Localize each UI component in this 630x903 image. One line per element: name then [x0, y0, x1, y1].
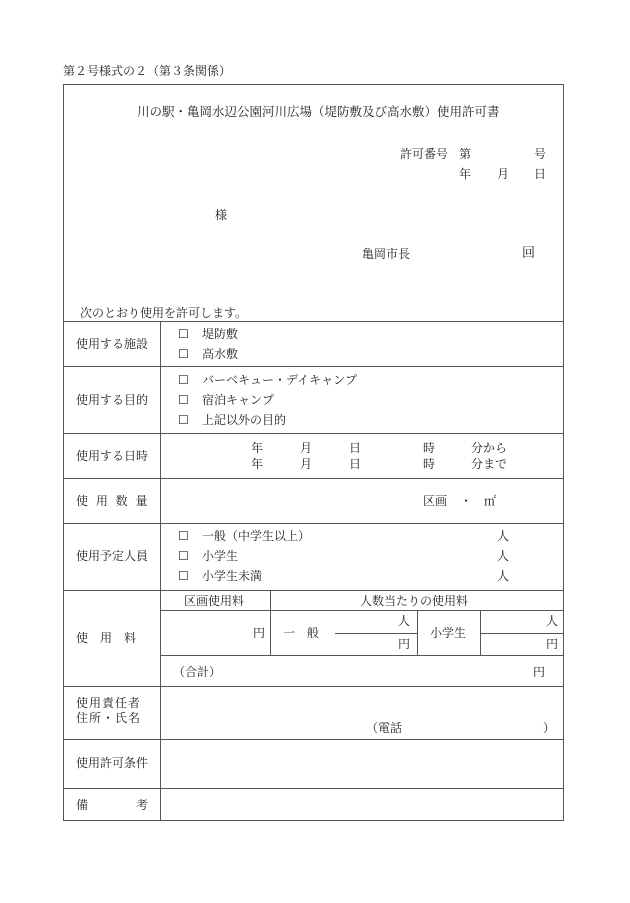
quantity-unit-area: ㎡	[484, 494, 497, 508]
start-day: 日	[349, 441, 362, 455]
rule	[270, 590, 271, 655]
rule	[63, 590, 564, 591]
general-yen-unit: 円	[398, 637, 411, 651]
rule	[335, 633, 417, 634]
checkbox[interactable]: ☐	[178, 529, 189, 543]
recipient-suffix: 様	[215, 208, 228, 222]
people-option: 小学生未満	[202, 569, 263, 583]
seal-mark: 回	[522, 246, 536, 261]
phone-open: （電話	[366, 721, 403, 735]
checkbox[interactable]: ☐	[178, 549, 189, 563]
checkbox[interactable]: ☐	[178, 393, 189, 407]
rule	[63, 686, 564, 687]
checkbox[interactable]: ☐	[178, 327, 189, 341]
responsible-label: 使用責任者	[76, 696, 142, 710]
quantity-unit-section: 区画	[423, 494, 448, 508]
facility-option: 高水敷	[202, 347, 239, 361]
total-label: （合計）	[173, 665, 222, 679]
people-unit: 人	[497, 529, 510, 543]
end-month: 月	[300, 457, 313, 471]
permit-number-prefix: 第	[459, 147, 472, 161]
per-person-fee-header: 人数当たりの使用料	[360, 594, 469, 608]
rule	[63, 478, 564, 479]
end-year: 年	[251, 457, 264, 471]
purpose-option: バーベキュー・デイキャンプ	[202, 373, 358, 387]
remarks-label: 考	[136, 798, 149, 812]
start-year: 年	[251, 441, 264, 455]
purpose-option: 上記以外の目的	[202, 413, 287, 427]
issue-year: 年	[459, 167, 472, 181]
rule	[63, 739, 564, 740]
elementary-label: 小学生	[430, 626, 467, 640]
general-label: 一 般	[283, 626, 320, 640]
end-day: 日	[349, 457, 362, 471]
rule	[63, 433, 564, 434]
total-yen: 円	[533, 665, 546, 679]
rule	[63, 523, 564, 524]
remarks-label: 備	[76, 798, 89, 812]
purpose-option: 宿泊キャンプ	[202, 393, 275, 407]
facility-option: 堤防敷	[202, 327, 239, 341]
form-number: 第２号様式の２（第３条関係）	[63, 64, 232, 78]
checkbox[interactable]: ☐	[178, 373, 189, 387]
checkbox[interactable]: ☐	[178, 413, 189, 427]
rule	[160, 610, 564, 611]
facility-label: 使用する施設	[76, 337, 149, 351]
start-hour: 時	[423, 441, 436, 455]
section-fee-header: 区画使用料	[184, 594, 245, 608]
people-unit: 人	[497, 549, 510, 563]
checkbox[interactable]: ☐	[178, 569, 189, 583]
rule	[480, 633, 564, 634]
issue-month: 月	[497, 167, 510, 181]
issue-day: 日	[534, 167, 547, 181]
people-unit: 人	[497, 569, 510, 583]
quantity-separator: ・	[460, 494, 473, 508]
fee-label: 使 用 料	[76, 631, 137, 645]
people-label: 使用予定人員	[76, 549, 149, 563]
start-minute: 分から	[471, 441, 508, 455]
rule	[63, 321, 564, 322]
form-title: 川の駅・亀岡水辺公園河川広場（堤防敷及び高水敷）使用許可書	[137, 104, 500, 119]
rule	[417, 610, 418, 655]
start-month: 月	[300, 441, 313, 455]
people-option: 一般（中学生以上）	[202, 529, 311, 543]
elementary-yen-unit: 円	[546, 637, 559, 651]
permit-number-label: 許可番号	[400, 147, 449, 161]
elementary-person-unit: 人	[546, 614, 559, 628]
label-divider	[160, 321, 161, 821]
conditions-label: 使用許可条件	[76, 756, 149, 770]
rule	[63, 788, 564, 789]
datetime-label: 使用する日時	[76, 449, 149, 463]
people-option: 小学生	[202, 549, 239, 563]
general-person-unit: 人	[398, 614, 411, 628]
phone-close: ）	[543, 721, 556, 735]
end-minute: 分まで	[471, 457, 508, 471]
rule	[160, 655, 564, 656]
purpose-label: 使用する目的	[76, 393, 149, 407]
issuer-name: 亀岡市長	[362, 247, 411, 261]
intro-text: 次のとおり使用を許可します。	[80, 306, 248, 320]
quantity-label: 使 用 数 量	[76, 494, 150, 508]
permit-number-suffix: 号	[534, 147, 547, 161]
responsible-label: 住所・氏名	[76, 711, 142, 725]
rule	[63, 366, 564, 367]
section-fee-yen: 円	[253, 626, 266, 640]
checkbox[interactable]: ☐	[178, 347, 189, 361]
end-hour: 時	[423, 457, 436, 471]
